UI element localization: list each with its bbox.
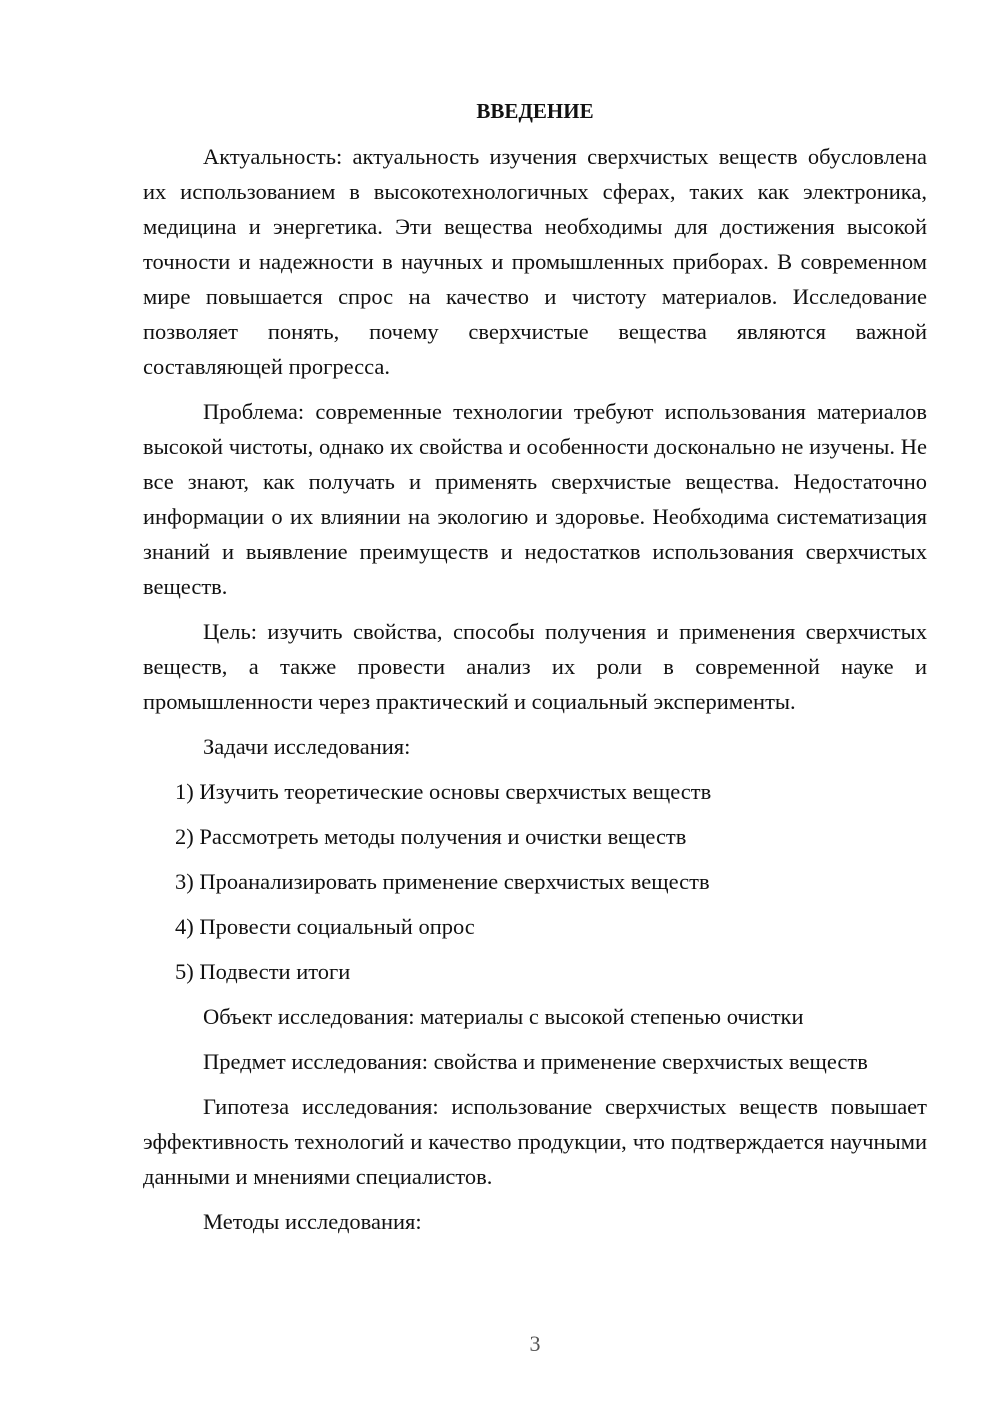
page-number: 3 xyxy=(529,1331,541,1356)
task-item-4: 4) Провести социальный опрос xyxy=(175,914,475,939)
problem-paragraph: Проблема: современные технологии требуют использования материалов высокой чистоты, однако их свойства и особенности досконально не изучены. Не все знают, как получать и применять сверхчистые вещества. Недостаточно информации о их влиянии на экологию и здоровье. Необходима систематизация знаний и выявление преимуществ и недостатков использования сверхчистых веществ. xyxy=(143,399,927,599)
task-item-5: 5) Подвести итоги xyxy=(175,959,351,984)
task-item-1: 1) Изучить теоретические основы сверхчистых веществ xyxy=(175,779,712,804)
page-content xyxy=(143,94,927,1249)
object-paragraph: Объект исследования: материалы с высокой степенью очистки xyxy=(203,1004,804,1029)
tasks-list xyxy=(143,774,927,989)
tasks-heading: Задачи исследования: xyxy=(203,734,411,759)
task-item-3: 3) Проанализировать применение сверхчистых веществ xyxy=(175,869,710,894)
methods-heading: Методы исследования: xyxy=(203,1209,422,1234)
hypothesis-paragraph: Гипотеза исследования: использование сверхчистых веществ повышает эффективность технологий и качество продукции, что подтверждается научными данными и мнениями специалистов. xyxy=(143,1094,927,1189)
goal-paragraph: Цель: изучить свойства, способы получения и применения сверхчистых веществ, а также провести анализ их роли в современной науке и промышленности через практический и социальный эксперименты. xyxy=(143,619,927,714)
subject-paragraph: Предмет исследования: свойства и применение сверхчистых веществ xyxy=(203,1049,868,1074)
task-item-2: 2) Рассмотреть методы получения и очистки веществ xyxy=(175,824,687,849)
relevance-paragraph: Актуальность: актуальность изучения сверхчистых веществ обусловлена их использованием в высокотехнологичных сферах, таких как электроника, медицина и энергетика. Эти вещества необходимы для достижения высокой точности и надежности в научных и промышленных приборах. В современном мире повышается спрос на качество и чистоту материалов. Исследование позволяет понять, почему сверхчистые вещества являются важной составляющей прогресса. xyxy=(143,144,927,379)
section-title: ВВЕДЕНИЕ xyxy=(476,99,594,123)
